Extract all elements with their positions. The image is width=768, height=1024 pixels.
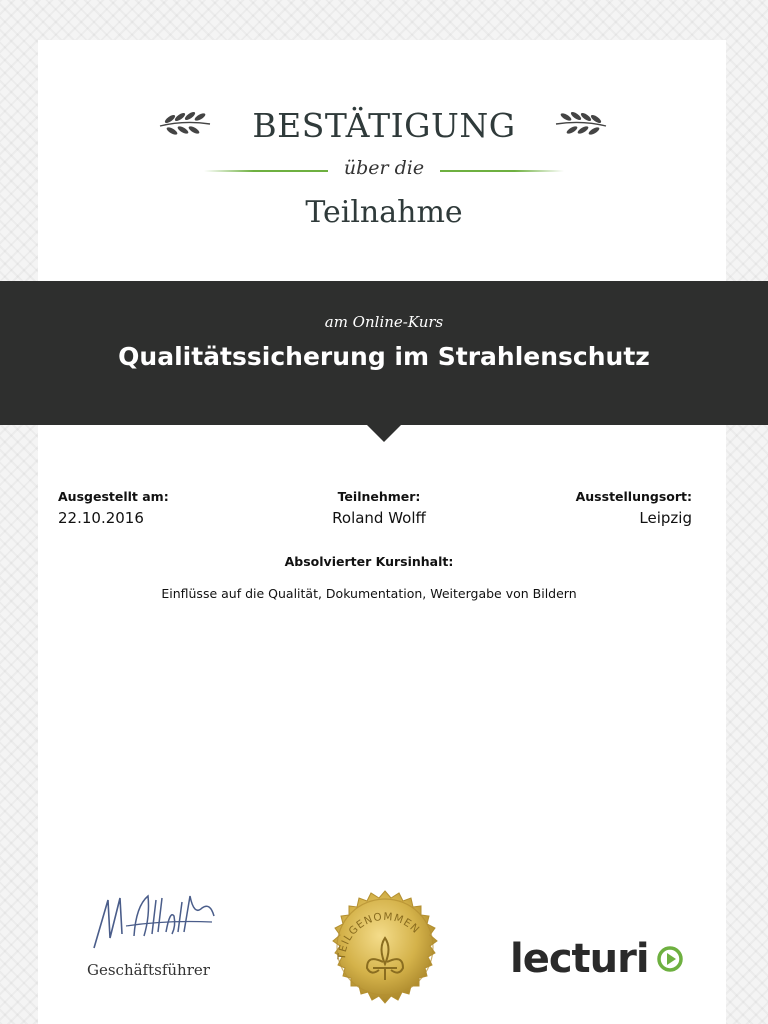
issue-place-label: Ausstellungsort: <box>575 489 692 504</box>
participant-name: Roland Wolff <box>332 509 426 527</box>
svg-text:TEILGENOMMEN: TEILGENOMMEN <box>335 910 423 961</box>
course-title: Qualitätssicherung im Strahlenschutz <box>118 342 650 371</box>
issue-place-value: Leipzig <box>639 509 692 527</box>
issued-date-label: Ausgestellt am: <box>58 489 169 504</box>
course-content-label: Absolvierter Kursinhalt: <box>284 554 454 569</box>
play-icon <box>659 948 681 970</box>
participant-label: Teilnehmer: <box>337 489 421 504</box>
svg-text:lecturi: lecturi <box>510 936 649 982</box>
signature-role-label: Geschäftsführer <box>87 961 210 979</box>
certificate-header-tab <box>68 40 696 76</box>
title-connector: über die <box>343 157 425 179</box>
issued-date-value: 22.10.2016 <box>58 509 144 527</box>
lecturio-logo <box>510 934 690 984</box>
certificate-title: BESTÄTIGUNG <box>252 106 516 145</box>
certificate-subtitle: Teilnahme <box>305 195 463 230</box>
gold-seal-icon <box>318 890 452 1024</box>
banner-pointer <box>367 425 401 442</box>
course-prefix: am Online-Kurs <box>324 313 444 331</box>
handwritten-signature <box>86 886 226 956</box>
course-content-text: Einflüsse auf die Qualität, Dokumentation, Weitergabe von Bildern <box>161 586 577 601</box>
